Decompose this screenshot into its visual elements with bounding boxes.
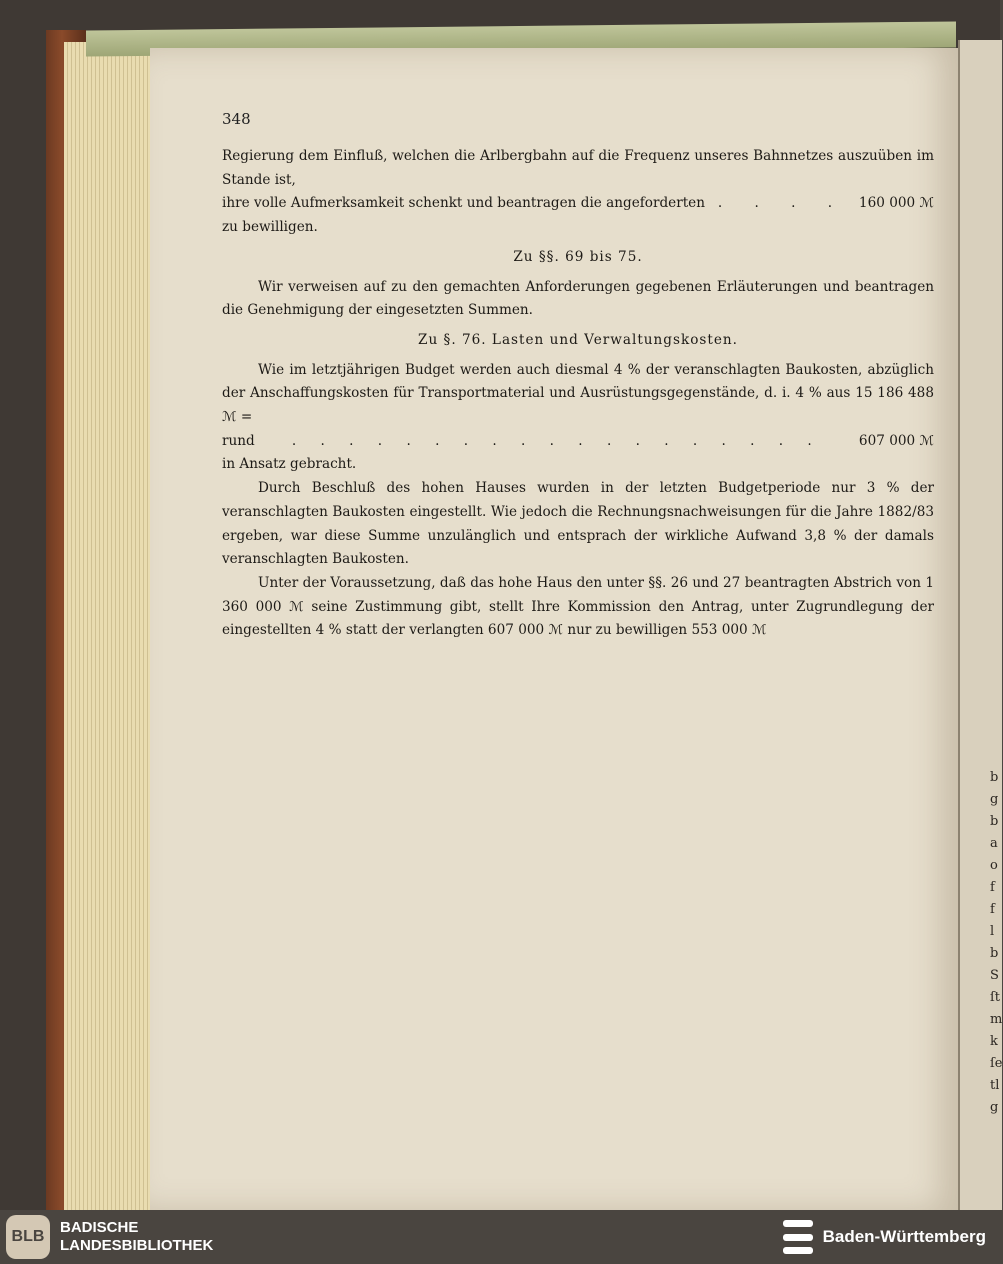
paragraph-2: Wir verweisen auf zu den gemachten Anforderungen gegebenen Erläuterungen und beantragen die Genehmigung der eingesetzten Summen. [222, 278, 934, 319]
paragraph-1-line-2 [222, 192, 934, 216]
page-number: 348 [222, 110, 251, 128]
amount-607000: 607 000 ℳ [858, 432, 934, 449]
blb-logo[interactable]: BLB [6, 1215, 50, 1259]
state-name: Baden-Württemberg [822, 1227, 986, 1246]
amount-160000: 160 000 ℳ [858, 195, 934, 212]
paragraph-1-text: ihre volle Aufmerksamkeit schenkt und beantragen die angeforderten [222, 195, 705, 212]
library-name-line-1: BADISCHE [60, 1219, 139, 1236]
library-name[interactable] [60, 1219, 213, 1255]
right-page-fragment: b [990, 770, 999, 785]
leader-dots: . . . . [717, 195, 847, 212]
right-page-fragment: l [990, 924, 995, 939]
footer-bar [0, 1210, 1000, 1264]
paragraph-4: Durch Beschluß des hohen Hauses wurden in der letzten Budgetperiode nur 3 % der veranschlagten Baukosten eingestellt. Wie jedoch die Rechnungsnachweisungen für die Jahre 1882/83 ergeben, war diese Summe unzulänglich und entsprach der wirkliche Aufwand 3,8 % der damals veranschlagten Baukosten. [222, 480, 934, 568]
right-page-fragment: g [990, 1100, 999, 1115]
heading-76: Zu §. 76. Lasten und Verwaltungskosten. [418, 331, 738, 348]
right-page-fragment: f [990, 880, 995, 895]
paragraph-5: Unter der Voraussetzung, daß das hohe Haus den unter §§. 26 und 27 beantragten Abstrich von 1 360 000 ℳ seine Zustimmung gibt, stellt Ihre Kommission den Antrag, unter Zugrundlegung der eingestellten 4 % statt der verlangten 607 000 ℳ nur zu bewilligen 553 000 ℳ [222, 574, 934, 639]
right-page-fragment: g [990, 792, 999, 807]
paragraph-1-line-3: zu bewilligen. [222, 219, 318, 236]
paragraph-3-rund-line [222, 430, 934, 454]
paragraph-1-line-1: Regierung dem Einfluß, welchen die Arlbergbahn auf die Frequenz unseres Bahnnetzes auszuüben im Stande ist, [222, 148, 934, 188]
right-page-fragment: b [990, 946, 999, 961]
page-stack-edge [64, 42, 164, 1210]
right-page-fragment: a [990, 836, 998, 851]
heading-69-75: Zu §§. 69 bis 75. [513, 248, 643, 265]
rund-label: rund [222, 432, 255, 449]
right-page-fragment: o [990, 858, 998, 873]
library-name-line-2: LANDESBIBLIOTHEK [60, 1237, 214, 1254]
right-page-fragment: ſt [990, 990, 1001, 1005]
right-page-fragment: tl [990, 1078, 1000, 1093]
right-page-edge [958, 40, 1002, 1210]
leader-dots: . . . . . . . . . . . . . . . . . . . [291, 432, 822, 449]
right-page-fragment: f [990, 902, 995, 917]
page-text [222, 145, 934, 643]
paragraph-3: Wie im letztjährigen Budget werden auch diesmal 4 % der veranschlagten Baukosten, abzüglich der Anschaffungskosten für Transportmaterial und Ausrüstungsgegenstände, d. i. 4 % aus 15 186 488 ℳ = [222, 361, 934, 426]
right-page-fragment: S [990, 968, 999, 983]
baden-wuerttemberg-logo[interactable] [783, 1220, 986, 1254]
right-page-fragment: b [990, 814, 999, 829]
paragraph-3-end: in Ansatz gebracht. [222, 456, 357, 473]
state-lions-icon [783, 1220, 813, 1254]
right-page-fragment: m [990, 1012, 1003, 1027]
right-page-fragment: ſe [990, 1056, 1003, 1071]
right-page-fragment: k [990, 1034, 998, 1049]
